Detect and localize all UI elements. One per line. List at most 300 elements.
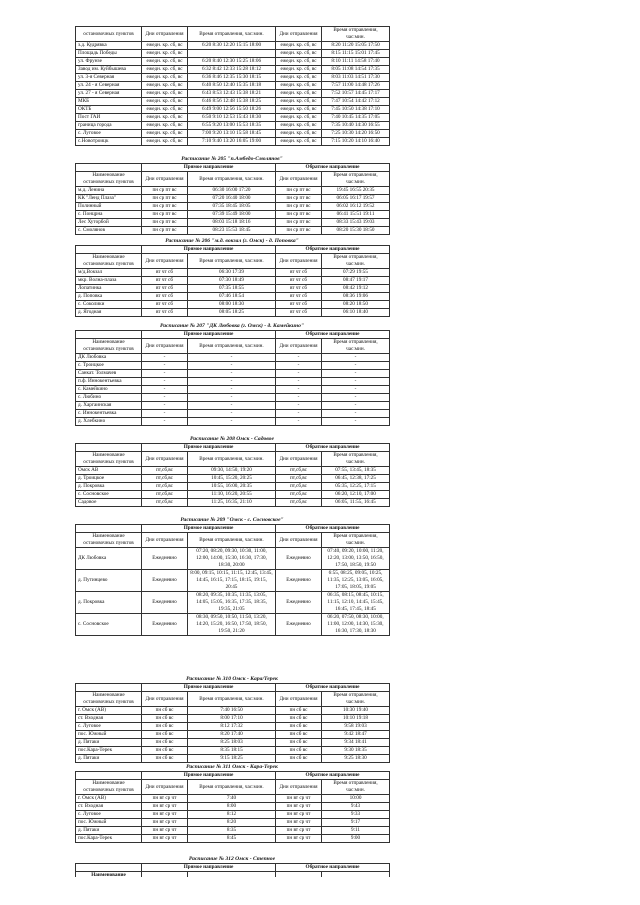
table-cell: 06:10 18:40 [322, 309, 390, 317]
table-cell: пн вт ср чт [276, 795, 322, 803]
table-cell: пн вт ср чт [142, 835, 188, 843]
table-cell: пн вт ср чт [276, 827, 322, 835]
table-cell: 6:55, 08:25, 09:05, 10:25, 11:35, 12:25, 13:05, 16:05, 17:05, 18:05, 19:05 [322, 570, 390, 592]
stop-name-cell: с. Любино [76, 394, 142, 402]
table-cell: 6:32 8:42 12:33 15:28 18:12 [188, 66, 276, 74]
table-cell: ежедн. кр. сб, вс [142, 122, 188, 130]
blank-header-cell [76, 331, 142, 339]
col-time-direct: Время отправления, час:мин. [188, 172, 276, 187]
table-cell: - [142, 410, 188, 418]
table-cell: пт,сб,вс [276, 491, 322, 499]
table-cell: - [276, 386, 322, 394]
direct-direction-header: Прямое направление [142, 684, 276, 692]
table-cell: 9:11 [322, 827, 390, 835]
table-cell: пн вт ср чт [276, 811, 322, 819]
stop-name-cell: д. Харгаинская [76, 402, 142, 410]
table-cell: ежедн. кр. сб, вс [142, 82, 188, 90]
col-time-direct: Время отправления, час:мин. [188, 780, 276, 795]
table-cell: 08:03 15:18 18:16 [188, 219, 276, 227]
stop-name-cell: с. Троицкое [76, 362, 142, 370]
table-cell: пт,сб,вс [142, 491, 188, 499]
table-cell: пн ср пт вс [142, 211, 188, 219]
stop-name-cell: м/д.Вокзал [76, 269, 142, 277]
table-cell: ежедн. кр. сб, вс [142, 42, 188, 50]
table-row [76, 98, 390, 106]
blank-header-cell [76, 684, 142, 692]
direct-direction-header: Прямое направление [142, 164, 276, 172]
stop-name-cell: ДК Любовка [76, 548, 142, 570]
schedule-206-title: Расписание № 206 "м.д. вокзал (г. Омск) - д. Поповка" [165, 238, 299, 244]
table-cell: - [322, 402, 390, 410]
table-cell: ежедн. кр. сб, вс [276, 74, 322, 82]
stop-name-cell: д. Пятаки [76, 755, 142, 763]
schedule-table-312 [75, 863, 390, 877]
table-cell: 9:25 18:30 [322, 755, 390, 763]
table-row [76, 66, 390, 74]
table-cell: 07:46 18:54 [188, 293, 276, 301]
col-days-direct: Дни отправления [142, 692, 188, 707]
table-cell: ежедн. кр. сб, вс [276, 130, 322, 138]
col-days-reverse: Дни отправления [276, 452, 322, 467]
table-cell: 7:47 10:54 14:42 17:12 [322, 98, 390, 106]
table-cell: 8:10 11:11 14:58 17:40 [322, 58, 390, 66]
blank-header-cell [76, 525, 142, 533]
table-cell: - [188, 394, 276, 402]
table-cell: 11:10, 16:20, 20:55 [188, 491, 276, 499]
table-cell: пн сб вс [142, 739, 188, 747]
table-cell: пн сб вс [142, 747, 188, 755]
direct-direction-header: Прямое направление [142, 525, 276, 533]
col-stops: Наименование остановочных пунктов [76, 692, 142, 707]
table-cell: ежедн. кр. сб, вс [142, 66, 188, 74]
col-days-reverse: Дни отправления [276, 692, 322, 707]
table-row [76, 819, 390, 827]
stop-name-cell: пос. Южный [76, 731, 142, 739]
col-time-direct: Время отправления, час:мин. [188, 339, 276, 354]
table-cell: 07:55, 13:45, 18:35 [322, 467, 390, 475]
direct-direction-header: Прямое направление [142, 772, 276, 780]
table-cell: 10:45, 15:20, 20:25 [188, 475, 276, 483]
table-cell: 05:35, 12:25, 17:15 [322, 483, 390, 491]
table-cell: вт чт сб [142, 293, 188, 301]
table-cell: пн сб вс [142, 731, 188, 739]
table-row [76, 114, 390, 122]
table-cell: пн сб вс [142, 707, 188, 715]
table-cell: - [276, 394, 322, 402]
table-cell: ежедн. кр. сб, вс [276, 82, 322, 90]
table-cell: пн вт ср чт [142, 819, 188, 827]
table-cell: 8:12 [188, 811, 276, 819]
table-cell: 8:03 11:03 14:51 17:30 [322, 74, 390, 82]
col-stops: Наименование остановочных пунктов [76, 780, 142, 795]
table-cell: пн вт ср чт [276, 835, 322, 843]
col-time-reverse: Время отправления, час:мин. [322, 533, 390, 548]
table-row [76, 378, 390, 386]
table-cell: ежедн. кр. сб, вс [276, 106, 322, 114]
table-row [76, 370, 390, 378]
table-cell: ежедн. кр. сб, вс [142, 138, 188, 146]
table-cell: пт,сб,вс [142, 499, 188, 507]
table-cell: вт чт сб [276, 277, 322, 285]
table-cell: пн ср пт вс [276, 195, 322, 203]
stop-name-cell: ул. 24 - я Северная [76, 82, 142, 90]
table-row [76, 82, 390, 90]
table-cell: пн ср пт вс [142, 219, 188, 227]
table-cell: пт,сб,вс [142, 483, 188, 491]
direct-direction-header: Прямое направление [142, 331, 276, 339]
table-cell: ежедн. кр. сб, вс [142, 58, 188, 66]
table-cell: ежедн. кр. сб, вс [276, 42, 322, 50]
table-row [76, 187, 390, 195]
stop-name-cell: ОКТБ [76, 106, 142, 114]
table-cell: ежедн. кр. сб, вс [276, 66, 322, 74]
table-cell: - [188, 354, 276, 362]
table-cell: - [276, 370, 322, 378]
stop-name-cell: п.ф. Иннокентьевка [76, 378, 142, 386]
table-row [76, 402, 390, 410]
table-row [76, 418, 390, 426]
stop-name-cell: пос.Кара-Терек [76, 835, 142, 843]
stop-name-cell: Лес Хуторбой [76, 219, 142, 227]
col-stops: Наименование [76, 872, 142, 877]
col-days-direct: Дни отправления [142, 780, 188, 795]
table-cell: пн сб вс [276, 747, 322, 755]
table-cell: 06:20, 12:10, 17:00 [322, 491, 390, 499]
stop-name-cell: Пост ГАИ [76, 114, 142, 122]
schedule-209-title: Расписание № 209 "Омск - с. Сосновское" [180, 517, 284, 523]
stop-name-cell: ул. 27 - я Северная [76, 90, 142, 98]
table-cell: 09:30, 14:50, 19:20 [188, 467, 276, 475]
table-cell: 9:43 [322, 803, 390, 811]
table-row [76, 803, 390, 811]
table-cell: 9:42 18:47 [322, 731, 390, 739]
table-cell: пт,сб,вс [142, 467, 188, 475]
table-body [76, 187, 390, 235]
table-cell: 08:30, 09:50, 10:50, 11:50, 13:20, 14:20, 15:20, 16:50, 17:50, 18:50, 19:50, 21:20 [188, 614, 276, 636]
table-cell: 08:20, 09:35, 10:35, 11:35, 13:05, 14:05, 15:05, 16:35, 17:35, 18:35, 19:35, 21:05 [188, 592, 276, 614]
table-row [76, 410, 390, 418]
blank-header-cell [76, 164, 142, 172]
table-cell: пн вт ср чт [142, 811, 188, 819]
table-row [76, 309, 390, 317]
table-cell: вт чт сб [142, 277, 188, 285]
table-row [76, 211, 390, 219]
table-cell: - [276, 418, 322, 426]
table-row [76, 483, 390, 491]
table-row [76, 354, 390, 362]
stop-name-cell: д. Покровка [76, 592, 142, 614]
table-cell: 07:39 15:49 18:00 [188, 211, 276, 219]
table-row [76, 293, 390, 301]
col-days-reverse: Дни отправления [276, 339, 322, 354]
col-time-reverse: Время отправления, час:мин. [322, 27, 390, 42]
stop-name-cell: Садовое [76, 499, 142, 507]
table-cell: 11:25, 16:35, 21:10 [188, 499, 276, 507]
table-cell: - [188, 402, 276, 410]
col-days-direct: Дни отправления [142, 27, 188, 42]
table-cell: пн сб вс [142, 755, 188, 763]
table-cell: ежедн. кр. сб, вс [276, 50, 322, 58]
stop-name-cell: д. Хлебкино [76, 418, 142, 426]
table-cell: пн ср пт вс [142, 203, 188, 211]
table-row [76, 362, 390, 370]
table-cell: пн сб вс [142, 715, 188, 723]
table-cell: 19:45 16:55 20:35 [322, 187, 390, 195]
table-row [76, 467, 390, 475]
table-cell: вт чт сб [276, 301, 322, 309]
table-cell: - [188, 378, 276, 386]
col-days-direct: Дни отправления [142, 533, 188, 548]
stop-name-cell: ул. Фрунзе [76, 58, 142, 66]
table-cell: 8:15 11:15 15:01 17:45 [322, 50, 390, 58]
table-row [76, 90, 390, 98]
table-cell: - [142, 394, 188, 402]
direct-direction-header: Прямое направление [142, 864, 276, 872]
stop-name-cell: с. Камейкино [76, 386, 142, 394]
table-row [76, 570, 390, 592]
table-cell: 07:40, 09:20, 10:00, 11:20, 12:20, 13:00, 13:50, 16:50, 17:50, 18:50, 19:50 [322, 548, 390, 570]
col-time-reverse: Время отправления, час:мин. [322, 780, 390, 795]
table-cell: пн ср пт вс [142, 187, 188, 195]
table-cell: пн вт ср чт [276, 819, 322, 827]
table-row [76, 835, 390, 843]
stop-name-cell: ст. Входная [76, 803, 142, 811]
table-cell: - [322, 362, 390, 370]
table-row [76, 227, 390, 235]
stop-name-cell: Санкат. Толмачев [76, 370, 142, 378]
table-cell: вт чт сб [142, 301, 188, 309]
reverse-direction-header: Обратное направление [276, 684, 390, 692]
table-cell: 8:00 17:10 [188, 715, 276, 723]
stop-name-cell: с. Сосновское [76, 614, 142, 636]
table-cell: 6:55 9:20 13:00 15:53 18:35 [188, 122, 276, 130]
table-cell: ежедн. кр. сб, вс [276, 122, 322, 130]
table-cell: - [142, 362, 188, 370]
table-cell: 7:25 10:30 14:20 16:50 [322, 130, 390, 138]
table-cell: ежедн. кр. сб, вс [276, 98, 322, 106]
table-cell: 8:00, 09:15, 10:15, 11:15, 12:45, 13:45, 14:45, 16:15, 17:15, 18:15, 19:15, 20:45 [188, 570, 276, 592]
stop-name-cell: Лопатинка [76, 285, 142, 293]
stop-name-cell: с. Сосновское [76, 491, 142, 499]
stop-name-cell: д. Путинцево [76, 570, 142, 592]
table-cell: 06:30 16:00 17:20 [188, 187, 276, 195]
table-cell: 7:35 10:40 14:30 16:55 [322, 122, 390, 130]
col-time-reverse: Время отправления, час:мин. [322, 452, 390, 467]
table-row [76, 739, 390, 747]
table-cell: - [276, 410, 322, 418]
stop-name-cell: пос. Южный [76, 819, 142, 827]
table-row [76, 592, 390, 614]
schedule-table-310 [75, 683, 390, 763]
stop-name-cell: с.Новотроицк [76, 138, 142, 146]
col-days-direct: Дни отправления [142, 339, 188, 354]
table-cell: - [276, 402, 322, 410]
table-cell: пн сб вс [276, 739, 322, 747]
table-cell: 06:41 15:51 19:11 [322, 211, 390, 219]
stop-name-cell: д. Покровка [76, 483, 142, 491]
schedule-table-311 [75, 771, 390, 843]
direct-direction-header: Прямое направление [142, 444, 276, 452]
schedule-table-207 [75, 330, 390, 426]
table-cell: 7:57 11:00 14:48 17:26 [322, 82, 390, 90]
table-cell: ежедн. кр. сб, вс [142, 98, 188, 106]
table-cell: 08:20 18:50 [322, 301, 390, 309]
table-cell: 6:40 8:50 12:40 15:35 18:18 [188, 82, 276, 90]
table-cell: ежедн. кр. сб, вс [276, 58, 322, 66]
col-time-direct: Время отправления, час:мин. [188, 27, 276, 42]
table-cell: 6:49 9:00 12:56 15:50 18:26 [188, 106, 276, 114]
table-row [76, 747, 390, 755]
direct-direction-header: Прямое направление [142, 246, 276, 254]
table-row [76, 386, 390, 394]
stop-name-cell: с. Луговое [76, 811, 142, 819]
table-cell: 6:43 8:53 12:43 15:38 18:21 [188, 90, 276, 98]
table-row [76, 58, 390, 66]
table-cell: 08:23 15:53 18:45 [188, 227, 276, 235]
table-cell: пн сб вс [276, 755, 322, 763]
stop-name-cell: Полинный [76, 203, 142, 211]
schedule-207-title: Расписание № 207 "ДК Любовка (г. Омск) - д. Камейкино" [159, 323, 305, 329]
table-cell: 6:20 8:30 12:20 15:15 18:00 [188, 42, 276, 50]
table-cell: 08:33 15:43 19:03 [322, 219, 390, 227]
stop-name-cell: з.д. Кудрявка [76, 42, 142, 50]
table-cell: - [188, 362, 276, 370]
table-cell: Ежедневно [276, 592, 322, 614]
table-cell: 7:52 10:57 14:45 17:17 [322, 90, 390, 98]
table-cell: 06:35, 08:15, 08:45, 10:15, 11:15, 12:10, 14:45, 15:45, 16:45, 17:45, 18:45 [322, 592, 390, 614]
stop-name-cell: д. Поповка [76, 293, 142, 301]
reverse-direction-header: Обратное направление [276, 246, 390, 254]
table-row [76, 277, 390, 285]
table-cell: пн сб вс [276, 707, 322, 715]
col-time-reverse: Время отправления, час:мин. [322, 692, 390, 707]
stop-name-cell: г. Омск (АВ) [76, 795, 142, 803]
table-cell: вт чт сб [142, 309, 188, 317]
table-row [76, 707, 390, 715]
table-cell: пн ср пт вс [142, 195, 188, 203]
col-time-reverse: Время отправления, час:мин. [322, 339, 390, 354]
stop-name-cell: граница города [76, 122, 142, 130]
table-cell: 06:05 16:17 19:57 [322, 195, 390, 203]
table-row [76, 50, 390, 58]
table-row [76, 499, 390, 507]
table-cell: - [276, 378, 322, 386]
table-row [76, 827, 390, 835]
schedule-312-title: Расписание № 312 Омск - Степное [188, 856, 276, 862]
table-row [76, 285, 390, 293]
col-days-reverse: Дни отправления [276, 780, 322, 795]
table-cell: пн сб вс [276, 715, 322, 723]
reverse-direction-header: Обратное направление [276, 164, 390, 172]
table-cell: 7:10 9:40 13:20 16:05 19:00 [188, 138, 276, 146]
table-cell: 06:20, 07:50, 08:30, 10:00, 11:00, 12:00, 14:30, 15:30, 16:30, 17:30, 18:30 [322, 614, 390, 636]
table-cell: 10:55, 16:00, 20:35 [188, 483, 276, 491]
table-cell: ежедн. кр. сб, вс [276, 114, 322, 122]
table-cell: вт чт сб [142, 269, 188, 277]
table-cell: - [142, 418, 188, 426]
table-cell: 9:00 [322, 835, 390, 843]
table-row [76, 203, 390, 211]
table-cell: 8:35 [188, 827, 276, 835]
table-cell: пн вт ср чт [142, 803, 188, 811]
table-row [76, 130, 390, 138]
table-cell: 07:35 18:55 [188, 285, 276, 293]
table-body [76, 795, 390, 843]
table-row [76, 614, 390, 636]
table-cell: - [276, 354, 322, 362]
stop-name-cell: Завод им. Куйбышева [76, 66, 142, 74]
table-header-row [76, 27, 390, 42]
reverse-direction-header: Обратное направление [276, 444, 390, 452]
table-cell: пн вт ср чт [276, 803, 322, 811]
schedule-310-title: Расписание № 310 Омск - Кара/Терек [186, 676, 278, 682]
reverse-direction-header: Обратное направление [276, 525, 390, 533]
table-row [76, 74, 390, 82]
table-body [76, 269, 390, 317]
table-cell: - [188, 410, 276, 418]
table-row [76, 301, 390, 309]
table-cell: 10:10 19:18 [322, 715, 390, 723]
schedule-table-209 [75, 524, 390, 636]
col-stops: Наименование остановочных пунктов [76, 254, 142, 269]
stop-name-cell: д. Троицкое [76, 475, 142, 483]
table-row [76, 731, 390, 739]
table-cell: 7:40 16:50 [188, 707, 276, 715]
table-cell: ежедн. кр. сб, вс [142, 50, 188, 58]
reverse-direction-header: Обратное направление [276, 772, 390, 780]
table-cell: пт,сб,вс [276, 483, 322, 491]
table-body [76, 707, 390, 763]
table-cell: вт чт сб [276, 293, 322, 301]
table-cell: вт чт сб [276, 309, 322, 317]
table-cell: пн ср пт вс [142, 227, 188, 235]
reverse-direction-header: Обратное направление [276, 864, 390, 872]
col-days-reverse: Дни отправления [276, 172, 322, 187]
table-body [76, 548, 390, 636]
table-row [76, 195, 390, 203]
table-cell: ежедн. кр. сб, вс [142, 74, 188, 82]
col-days-direct: Дни отправления [142, 254, 188, 269]
table-cell: - [322, 394, 390, 402]
table-cell: 10:00 [322, 795, 390, 803]
table-cell: ежедн. кр. сб, вс [276, 138, 322, 146]
table-row [76, 715, 390, 723]
table-cell: пн ср пт вс [276, 219, 322, 227]
table-cell: - [142, 378, 188, 386]
reverse-direction-header: Обратное направление [276, 331, 390, 339]
stop-name-cell: с. Смолянов [76, 227, 142, 235]
table-cell: пт,сб,вс [276, 467, 322, 475]
table-row [76, 394, 390, 402]
table-cell: 07:30 18:49 [188, 277, 276, 285]
table-cell: 06:30 17:39 [188, 269, 276, 277]
col-time-reverse: Время отправления, час:мин. [322, 172, 390, 187]
col-time-reverse: Время отправления, час:мин. [322, 254, 390, 269]
table-cell: 9:15 18:25 [188, 755, 276, 763]
table-cell: 8:45 [188, 835, 276, 843]
stop-name-cell: ул. 3-я Северная [76, 74, 142, 82]
schedule-311-title: Расписание № 311 Омск - Кара-Терек [186, 764, 278, 770]
table-cell: 6:46 8:56 12:48 15:38 18:25 [188, 98, 276, 106]
stop-name-cell: ДК Любовка [76, 354, 142, 362]
table-cell: 7:40 10:45 14:35 17:05 [322, 114, 390, 122]
col-time-direct: Время отправления, час:мин. [188, 452, 276, 467]
table-body [76, 42, 390, 146]
table-cell: - [322, 418, 390, 426]
col-time-direct: Время отправления, час:мин. [188, 533, 276, 548]
stop-name-cell: ст. Входная [76, 715, 142, 723]
stop-name-cell: Омск АВ [76, 467, 142, 475]
